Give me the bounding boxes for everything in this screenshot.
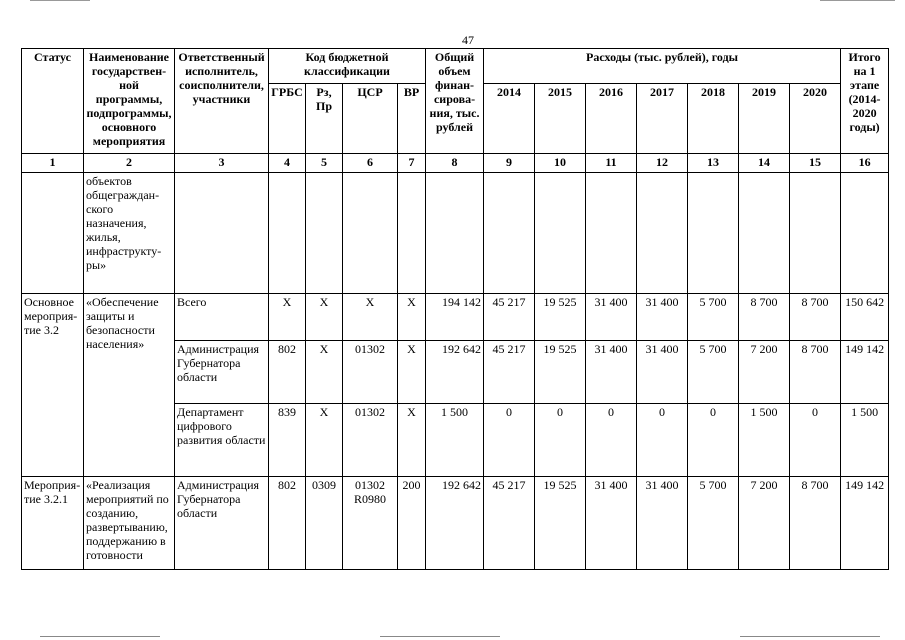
- hdr-rz-pr: Рз, Пр: [306, 84, 343, 154]
- total-cell: 192 642: [426, 477, 484, 570]
- col-num: 14: [739, 154, 790, 173]
- continuation-row: [22, 173, 889, 294]
- table-row: [22, 477, 889, 570]
- col-num: 16: [841, 154, 889, 173]
- col-num: 15: [790, 154, 841, 173]
- hdr-year: 2020: [790, 84, 841, 154]
- responsible-cell: Администрация Губернатора области: [175, 341, 269, 404]
- col-num: 7: [398, 154, 426, 173]
- hdr-year: 2015: [535, 84, 586, 154]
- col-num: 9: [484, 154, 535, 173]
- hdr-expenses: Расходы (тыс. рублей), годы: [484, 49, 841, 84]
- top-rule-left: [30, 0, 90, 1]
- hdr-year: 2014: [484, 84, 535, 154]
- rz-pr-cell: X: [306, 341, 343, 404]
- grbs-cell: 802: [269, 341, 306, 404]
- main-event-name: «Обеспечение защиты и безопасности населения»: [84, 294, 175, 477]
- grbs-cell: 802: [269, 477, 306, 570]
- responsible-cell: Департамент цифрового развития области: [175, 404, 269, 477]
- cell-empty: [637, 173, 688, 294]
- grbs-cell: X: [269, 294, 306, 341]
- vr-cell: X: [398, 294, 426, 341]
- year-cell: 31 400: [637, 341, 688, 404]
- hdr-status: Статус: [22, 49, 84, 154]
- csr-cell: 01302: [343, 341, 398, 404]
- csr-cell: 01302 R0980: [343, 477, 398, 570]
- year-cell: 45 217: [484, 477, 535, 570]
- itogo-cell: 1 500: [841, 404, 889, 477]
- hdr-name: Наименование государствен-ной программы, подпрограммы, основного мероприятия: [84, 49, 175, 154]
- sub-event-status: Мероприя-тие 3.2.1: [22, 477, 84, 570]
- col-num: 2: [84, 154, 175, 173]
- total-cell: 192 642: [426, 341, 484, 404]
- responsible-cell: Всего: [175, 294, 269, 341]
- year-cell: 8 700: [790, 341, 841, 404]
- cell-empty: [269, 173, 306, 294]
- col-num: 1: [22, 154, 84, 173]
- col-num: 12: [637, 154, 688, 173]
- col-num: 10: [535, 154, 586, 173]
- hdr-grbs: ГРБС: [269, 84, 306, 154]
- year-cell: 31 400: [586, 294, 637, 341]
- page-number: 47: [462, 33, 474, 47]
- total-cell: 194 142: [426, 294, 484, 341]
- year-cell: 0: [688, 404, 739, 477]
- rz-pr-cell: 0309: [306, 477, 343, 570]
- cell-empty: [688, 173, 739, 294]
- rz-pr-cell: X: [306, 404, 343, 477]
- year-cell: 0: [484, 404, 535, 477]
- cell-empty: [22, 173, 84, 294]
- year-cell: 7 200: [739, 341, 790, 404]
- column-number-row: [22, 154, 889, 173]
- bottom-rule-left: [40, 636, 160, 637]
- year-cell: 5 700: [688, 294, 739, 341]
- year-cell: 31 400: [586, 477, 637, 570]
- hdr-year: 2018: [688, 84, 739, 154]
- vr-cell: X: [398, 404, 426, 477]
- year-cell: 0: [535, 404, 586, 477]
- year-cell: 45 217: [484, 341, 535, 404]
- header-row-1: [22, 49, 889, 84]
- year-cell: 5 700: [688, 477, 739, 570]
- cell-empty: [398, 173, 426, 294]
- year-cell: 19 525: [535, 341, 586, 404]
- cell-empty: [175, 173, 269, 294]
- cell-empty: [739, 173, 790, 294]
- hdr-csr: ЦСР: [343, 84, 398, 154]
- year-cell: 5 700: [688, 341, 739, 404]
- csr-cell: X: [343, 294, 398, 341]
- col-num: 11: [586, 154, 637, 173]
- year-cell: 0: [790, 404, 841, 477]
- cell-empty: [586, 173, 637, 294]
- hdr-year: 2016: [586, 84, 637, 154]
- year-cell: 8 700: [790, 294, 841, 341]
- col-num: 3: [175, 154, 269, 173]
- cell-empty: [484, 173, 535, 294]
- hdr-responsible: Ответственный исполнитель, соисполнители, участники: [175, 49, 269, 154]
- vr-cell: 200: [398, 477, 426, 570]
- itogo-cell: 149 142: [841, 477, 889, 570]
- total-cell: 1 500: [426, 404, 484, 477]
- year-cell: 19 525: [535, 477, 586, 570]
- hdr-year: 2017: [637, 84, 688, 154]
- hdr-budget-code: Код бюджетной классификации: [269, 49, 426, 84]
- year-cell: 1 500: [739, 404, 790, 477]
- cell-empty: [426, 173, 484, 294]
- year-cell: 0: [586, 404, 637, 477]
- grbs-cell: 839: [269, 404, 306, 477]
- responsible-cell: Администрация Губернатора области: [175, 477, 269, 570]
- sub-event-name: «Реализация мероприятий по созданию, развертыванию, поддержанию в готовности: [84, 477, 175, 570]
- table-row: [22, 294, 889, 341]
- itogo-cell: 149 142: [841, 341, 889, 404]
- rz-pr-cell: X: [306, 294, 343, 341]
- bottom-rule-right: [740, 636, 880, 637]
- year-cell: 31 400: [637, 294, 688, 341]
- cell-empty: [841, 173, 889, 294]
- col-num: 4: [269, 154, 306, 173]
- csr-cell: 01302: [343, 404, 398, 477]
- year-cell: 31 400: [637, 477, 688, 570]
- year-cell: 7 200: [739, 477, 790, 570]
- year-cell: 45 217: [484, 294, 535, 341]
- col-num: 6: [343, 154, 398, 173]
- hdr-vr: ВР: [398, 84, 426, 154]
- year-cell: 19 525: [535, 294, 586, 341]
- cell-empty: [343, 173, 398, 294]
- continuation-name: объектов общеграждан-ского назначения, жилья, инфраструкту-ры»: [84, 173, 175, 294]
- vr-cell: X: [398, 341, 426, 404]
- budget-table: [21, 48, 889, 570]
- year-cell: 8 700: [739, 294, 790, 341]
- year-cell: 0: [637, 404, 688, 477]
- cell-empty: [535, 173, 586, 294]
- main-event-status: Основное мероприя-тие 3.2: [22, 294, 84, 477]
- col-num: 5: [306, 154, 343, 173]
- hdr-itogo: Итого на 1 этапе (2014-2020 годы): [841, 49, 889, 154]
- col-num: 8: [426, 154, 484, 173]
- year-cell: 31 400: [586, 341, 637, 404]
- top-rule-right: [820, 0, 895, 1]
- itogo-cell: 150 642: [841, 294, 889, 341]
- hdr-total: Общий объем финан-сирова-ния, тыс. рублей: [426, 49, 484, 154]
- cell-empty: [306, 173, 343, 294]
- year-cell: 8 700: [790, 477, 841, 570]
- col-num: 13: [688, 154, 739, 173]
- bottom-rule-mid: [380, 636, 500, 637]
- cell-empty: [790, 173, 841, 294]
- hdr-year: 2019: [739, 84, 790, 154]
